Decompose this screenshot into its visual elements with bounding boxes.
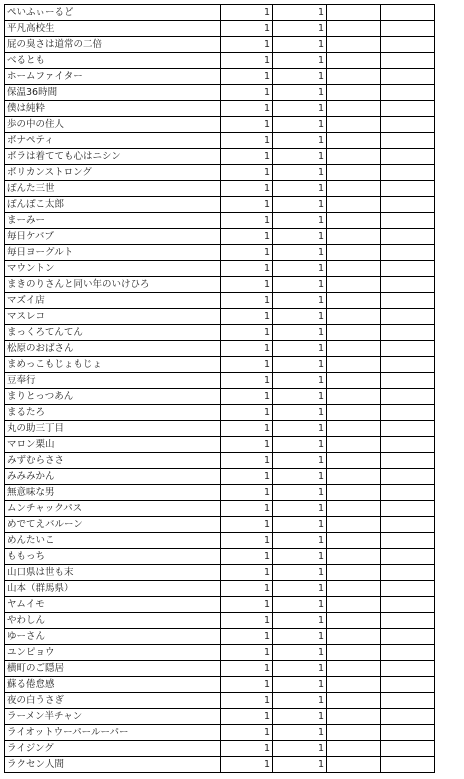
empty-cell-1[interactable]	[327, 197, 381, 213]
count-cell-1[interactable]: 1	[221, 85, 273, 101]
empty-cell-1[interactable]	[327, 53, 381, 69]
count-cell-1[interactable]: 1	[221, 645, 273, 661]
empty-cell-2[interactable]	[381, 165, 435, 181]
count-cell-2[interactable]: 1	[273, 629, 327, 645]
table-row	[5, 453, 435, 469]
empty-cell-1[interactable]	[327, 149, 381, 165]
name-cell[interactable]: ユンピョウ	[5, 645, 221, 661]
empty-cell-2[interactable]	[381, 261, 435, 277]
table-row	[5, 197, 435, 213]
name-cell[interactable]: ボリカンストロング	[5, 165, 221, 181]
count-cell-2[interactable]: 1	[273, 453, 327, 469]
name-cell[interactable]: まるたろ	[5, 405, 221, 421]
count-cell-2[interactable]: 1	[273, 693, 327, 709]
table-row	[5, 117, 435, 133]
count-cell-1[interactable]: 1	[221, 213, 273, 229]
empty-cell-1[interactable]	[327, 549, 381, 565]
name-cell[interactable]: 僕は純粋	[5, 101, 221, 117]
table-row	[5, 5, 435, 21]
empty-cell-1[interactable]	[327, 133, 381, 149]
count-cell-2[interactable]: 1	[273, 741, 327, 757]
empty-cell-2[interactable]	[381, 85, 435, 101]
empty-cell-1[interactable]	[327, 725, 381, 741]
count-cell-1[interactable]: 1	[221, 757, 273, 773]
count-cell-2[interactable]: 1	[273, 565, 327, 581]
empty-cell-1[interactable]	[327, 229, 381, 245]
table-row	[5, 421, 435, 437]
name-cell[interactable]: マロン栗山	[5, 437, 221, 453]
count-cell-2[interactable]: 1	[273, 21, 327, 37]
table-row	[5, 501, 435, 517]
count-cell-2[interactable]: 1	[273, 101, 327, 117]
empty-cell-2[interactable]	[381, 277, 435, 293]
empty-cell-2[interactable]	[381, 709, 435, 725]
empty-cell-1[interactable]	[327, 309, 381, 325]
empty-cell-2[interactable]	[381, 373, 435, 389]
table-row	[5, 165, 435, 181]
count-cell-1[interactable]: 1	[221, 389, 273, 405]
count-cell-1[interactable]: 1	[221, 405, 273, 421]
name-cell[interactable]: まめっこもじょもじょ	[5, 357, 221, 373]
empty-cell-2[interactable]	[381, 5, 435, 21]
name-cell[interactable]: 豆奉行	[5, 373, 221, 389]
count-cell-2[interactable]: 1	[273, 597, 327, 613]
empty-cell-1[interactable]	[327, 181, 381, 197]
table-row	[5, 517, 435, 533]
empty-cell-1[interactable]	[327, 245, 381, 261]
empty-cell-2[interactable]	[381, 501, 435, 517]
empty-cell-2[interactable]	[381, 485, 435, 501]
empty-cell-1[interactable]	[327, 645, 381, 661]
count-cell-1[interactable]: 1	[221, 613, 273, 629]
count-cell-2[interactable]: 1	[273, 533, 327, 549]
empty-cell-2[interactable]	[381, 53, 435, 69]
empty-cell-1[interactable]	[327, 565, 381, 581]
empty-cell-2[interactable]	[381, 677, 435, 693]
table-row	[5, 373, 435, 389]
table-row	[5, 101, 435, 117]
count-cell-2[interactable]: 1	[273, 133, 327, 149]
empty-cell-2[interactable]	[381, 389, 435, 405]
empty-cell-2[interactable]	[381, 437, 435, 453]
count-cell-1[interactable]: 1	[221, 421, 273, 437]
empty-cell-2[interactable]	[381, 101, 435, 117]
spreadsheet-table	[4, 4, 435, 773]
count-cell-1[interactable]: 1	[221, 549, 273, 565]
empty-cell-2[interactable]	[381, 213, 435, 229]
empty-cell-1[interactable]	[327, 165, 381, 181]
name-cell[interactable]: ライオットウーパールーパー	[5, 725, 221, 741]
empty-cell-2[interactable]	[381, 597, 435, 613]
empty-cell-2[interactable]	[381, 181, 435, 197]
empty-cell-1[interactable]	[327, 629, 381, 645]
empty-cell-1[interactable]	[327, 501, 381, 517]
name-cell[interactable]: べるとも	[5, 53, 221, 69]
name-cell[interactable]: ラーメン半チャン	[5, 709, 221, 725]
name-cell[interactable]: マウントン	[5, 261, 221, 277]
count-cell-2[interactable]: 1	[273, 293, 327, 309]
count-cell-1[interactable]: 1	[221, 229, 273, 245]
count-cell-2[interactable]: 1	[273, 677, 327, 693]
name-cell[interactable]: ゆーさん	[5, 629, 221, 645]
table-row	[5, 629, 435, 645]
empty-cell-2[interactable]	[381, 629, 435, 645]
empty-cell-1[interactable]	[327, 453, 381, 469]
count-cell-1[interactable]: 1	[221, 325, 273, 341]
count-cell-2[interactable]: 1	[273, 5, 327, 21]
count-cell-1[interactable]: 1	[221, 709, 273, 725]
count-cell-2[interactable]: 1	[273, 373, 327, 389]
name-cell[interactable]: ボナペティ	[5, 133, 221, 149]
count-cell-2[interactable]: 1	[273, 53, 327, 69]
count-cell-2[interactable]: 1	[273, 661, 327, 677]
count-cell-1[interactable]: 1	[221, 517, 273, 533]
table-row	[5, 709, 435, 725]
name-cell[interactable]: まーみー	[5, 213, 221, 229]
table-row	[5, 533, 435, 549]
empty-cell-1[interactable]	[327, 405, 381, 421]
table-row	[5, 357, 435, 373]
name-cell[interactable]: 丸の助三丁目	[5, 421, 221, 437]
count-cell-2[interactable]: 1	[273, 277, 327, 293]
name-cell[interactable]: 横町のご隠居	[5, 661, 221, 677]
name-cell[interactable]: 平凡高校生	[5, 21, 221, 37]
name-cell[interactable]: みずむらささ	[5, 453, 221, 469]
name-cell[interactable]: ぽんた三世	[5, 181, 221, 197]
empty-cell-2[interactable]	[381, 309, 435, 325]
name-cell[interactable]: ぽんぽこ太郎	[5, 197, 221, 213]
count-cell-1[interactable]: 1	[221, 101, 273, 117]
table-row	[5, 245, 435, 261]
empty-cell-2[interactable]	[381, 757, 435, 773]
name-cell[interactable]: マスレコ	[5, 309, 221, 325]
empty-cell-1[interactable]	[327, 261, 381, 277]
name-cell[interactable]: 蘇る倦怠感	[5, 677, 221, 693]
table-row	[5, 21, 435, 37]
empty-cell-1[interactable]	[327, 373, 381, 389]
table-row	[5, 309, 435, 325]
count-cell-1[interactable]: 1	[221, 21, 273, 37]
count-cell-1[interactable]: 1	[221, 565, 273, 581]
count-cell-1[interactable]: 1	[221, 309, 273, 325]
empty-cell-1[interactable]	[327, 101, 381, 117]
table-row	[5, 757, 435, 773]
empty-cell-2[interactable]	[381, 69, 435, 85]
count-cell-1[interactable]: 1	[221, 661, 273, 677]
count-cell-1[interactable]: 1	[221, 629, 273, 645]
empty-cell-2[interactable]	[381, 517, 435, 533]
empty-cell-1[interactable]	[327, 517, 381, 533]
count-cell-2[interactable]: 1	[273, 613, 327, 629]
empty-cell-1[interactable]	[327, 741, 381, 757]
table-row	[5, 53, 435, 69]
table-row	[5, 133, 435, 149]
count-cell-2[interactable]: 1	[273, 405, 327, 421]
empty-cell-2[interactable]	[381, 405, 435, 421]
empty-cell-1[interactable]	[327, 293, 381, 309]
table-row	[5, 581, 435, 597]
count-cell-1[interactable]: 1	[221, 69, 273, 85]
empty-cell-2[interactable]	[381, 197, 435, 213]
count-cell-1[interactable]: 1	[221, 373, 273, 389]
count-cell-2[interactable]: 1	[273, 437, 327, 453]
count-cell-1[interactable]: 1	[221, 117, 273, 133]
count-cell-1[interactable]: 1	[221, 261, 273, 277]
table-row	[5, 37, 435, 53]
empty-cell-1[interactable]	[327, 533, 381, 549]
table-row	[5, 341, 435, 357]
empty-cell-1[interactable]	[327, 357, 381, 373]
empty-cell-1[interactable]	[327, 485, 381, 501]
count-cell-2[interactable]: 1	[273, 69, 327, 85]
count-cell-2[interactable]: 1	[273, 341, 327, 357]
table-row	[5, 661, 435, 677]
empty-cell-2[interactable]	[381, 581, 435, 597]
count-cell-2[interactable]: 1	[273, 501, 327, 517]
table-row	[5, 405, 435, 421]
count-cell-1[interactable]: 1	[221, 133, 273, 149]
table-row	[5, 549, 435, 565]
count-cell-2[interactable]: 1	[273, 549, 327, 565]
empty-cell-1[interactable]	[327, 421, 381, 437]
empty-cell-1[interactable]	[327, 341, 381, 357]
empty-cell-1[interactable]	[327, 613, 381, 629]
table-row	[5, 597, 435, 613]
table-row	[5, 69, 435, 85]
empty-cell-2[interactable]	[381, 693, 435, 709]
count-cell-2[interactable]: 1	[273, 245, 327, 261]
empty-cell-1[interactable]	[327, 661, 381, 677]
count-cell-2[interactable]: 1	[273, 709, 327, 725]
empty-cell-1[interactable]	[327, 597, 381, 613]
table-row	[5, 213, 435, 229]
empty-cell-2[interactable]	[381, 613, 435, 629]
count-cell-2[interactable]: 1	[273, 37, 327, 53]
count-cell-2[interactable]: 1	[273, 117, 327, 133]
name-cell[interactable]: みみみかん	[5, 469, 221, 485]
empty-cell-2[interactable]	[381, 549, 435, 565]
table-row	[5, 693, 435, 709]
empty-cell-1[interactable]	[327, 5, 381, 21]
empty-cell-2[interactable]	[381, 325, 435, 341]
name-cell[interactable]: ムンチャックパス	[5, 501, 221, 517]
name-cell[interactable]: 山本（群馬県）	[5, 581, 221, 597]
empty-cell-2[interactable]	[381, 117, 435, 133]
count-cell-1[interactable]: 1	[221, 533, 273, 549]
empty-cell-1[interactable]	[327, 469, 381, 485]
count-cell-2[interactable]: 1	[273, 261, 327, 277]
empty-cell-1[interactable]	[327, 117, 381, 133]
count-cell-1[interactable]: 1	[221, 5, 273, 21]
name-cell[interactable]: 山口県は世も末	[5, 565, 221, 581]
count-cell-2[interactable]: 1	[273, 213, 327, 229]
count-cell-1[interactable]: 1	[221, 693, 273, 709]
count-cell-2[interactable]: 1	[273, 357, 327, 373]
count-cell-1[interactable]: 1	[221, 277, 273, 293]
count-cell-2[interactable]: 1	[273, 85, 327, 101]
table-row	[5, 469, 435, 485]
table-row	[5, 437, 435, 453]
empty-cell-2[interactable]	[381, 21, 435, 37]
empty-cell-1[interactable]	[327, 437, 381, 453]
empty-cell-2[interactable]	[381, 421, 435, 437]
name-cell[interactable]: ホームファイター	[5, 69, 221, 85]
empty-cell-2[interactable]	[381, 245, 435, 261]
count-cell-2[interactable]: 1	[273, 389, 327, 405]
count-cell-2[interactable]: 1	[273, 517, 327, 533]
name-cell[interactable]: ももっち	[5, 549, 221, 565]
table-row	[5, 293, 435, 309]
empty-cell-2[interactable]	[381, 293, 435, 309]
empty-cell-2[interactable]	[381, 229, 435, 245]
name-cell[interactable]: 歩の中の住人	[5, 117, 221, 133]
empty-cell-2[interactable]	[381, 661, 435, 677]
name-cell[interactable]: ボラは着てても心はニシン	[5, 149, 221, 165]
empty-cell-2[interactable]	[381, 37, 435, 53]
empty-cell-2[interactable]	[381, 149, 435, 165]
empty-cell-2[interactable]	[381, 453, 435, 469]
table-row	[5, 389, 435, 405]
count-cell-1[interactable]: 1	[221, 453, 273, 469]
table-row	[5, 181, 435, 197]
count-cell-2[interactable]: 1	[273, 581, 327, 597]
empty-cell-1[interactable]	[327, 69, 381, 85]
count-cell-1[interactable]: 1	[221, 741, 273, 757]
count-cell-1[interactable]: 1	[221, 357, 273, 373]
count-cell-1[interactable]: 1	[221, 197, 273, 213]
name-cell[interactable]: めでてえバルーン	[5, 517, 221, 533]
name-cell[interactable]: 保温36時間	[5, 85, 221, 101]
table-row	[5, 85, 435, 101]
name-cell[interactable]: やわしん	[5, 613, 221, 629]
count-cell-1[interactable]: 1	[221, 677, 273, 693]
count-cell-1[interactable]: 1	[221, 181, 273, 197]
table-row	[5, 149, 435, 165]
count-cell-2[interactable]: 1	[273, 149, 327, 165]
empty-cell-1[interactable]	[327, 325, 381, 341]
count-cell-1[interactable]: 1	[221, 597, 273, 613]
name-cell[interactable]: ライジング	[5, 741, 221, 757]
empty-cell-2[interactable]	[381, 357, 435, 373]
name-cell[interactable]: まっくろてんてん	[5, 325, 221, 341]
count-cell-1[interactable]: 1	[221, 245, 273, 261]
empty-cell-1[interactable]	[327, 213, 381, 229]
count-cell-2[interactable]: 1	[273, 757, 327, 773]
count-cell-2[interactable]: 1	[273, 325, 327, 341]
empty-cell-2[interactable]	[381, 469, 435, 485]
table-row	[5, 613, 435, 629]
table-row	[5, 741, 435, 757]
count-cell-1[interactable]: 1	[221, 581, 273, 597]
empty-cell-1[interactable]	[327, 37, 381, 53]
count-cell-2[interactable]: 1	[273, 645, 327, 661]
count-cell-2[interactable]: 1	[273, 469, 327, 485]
count-cell-2[interactable]: 1	[273, 197, 327, 213]
count-cell-1[interactable]: 1	[221, 469, 273, 485]
name-cell[interactable]: 松原のおばさん	[5, 341, 221, 357]
empty-cell-2[interactable]	[381, 341, 435, 357]
name-cell[interactable]: まりとっつあん	[5, 389, 221, 405]
count-cell-2[interactable]: 1	[273, 725, 327, 741]
name-cell[interactable]: ラクセン人間	[5, 757, 221, 773]
table-row	[5, 485, 435, 501]
name-cell[interactable]: めんたいこ	[5, 533, 221, 549]
table-row	[5, 565, 435, 581]
empty-cell-2[interactable]	[381, 725, 435, 741]
name-cell[interactable]: 無意味な男	[5, 485, 221, 501]
table-row	[5, 261, 435, 277]
count-cell-1[interactable]: 1	[221, 293, 273, 309]
count-cell-2[interactable]: 1	[273, 309, 327, 325]
empty-cell-1[interactable]	[327, 581, 381, 597]
name-cell[interactable]: まきのりさんと同い年のいけひろ	[5, 277, 221, 293]
count-cell-1[interactable]: 1	[221, 53, 273, 69]
table-row	[5, 229, 435, 245]
empty-cell-1[interactable]	[327, 389, 381, 405]
empty-cell-1[interactable]	[327, 757, 381, 773]
name-cell[interactable]: ヤムイモ	[5, 597, 221, 613]
name-cell[interactable]: マズイ店	[5, 293, 221, 309]
empty-cell-1[interactable]	[327, 677, 381, 693]
empty-cell-1[interactable]	[327, 21, 381, 37]
name-cell[interactable]: 毎日ヨーグルト	[5, 245, 221, 261]
empty-cell-1[interactable]	[327, 693, 381, 709]
empty-cell-2[interactable]	[381, 741, 435, 757]
count-cell-2[interactable]: 1	[273, 421, 327, 437]
table-row	[5, 725, 435, 741]
count-cell-1[interactable]: 1	[221, 437, 273, 453]
table-row	[5, 645, 435, 661]
count-cell-2[interactable]: 1	[273, 165, 327, 181]
name-cell[interactable]: ぺいふぃーるど	[5, 5, 221, 21]
count-cell-1[interactable]: 1	[221, 165, 273, 181]
empty-cell-2[interactable]	[381, 645, 435, 661]
count-cell-1[interactable]: 1	[221, 725, 273, 741]
table-row	[5, 277, 435, 293]
table-body	[5, 5, 435, 773]
name-cell[interactable]: 毎日ケバブ	[5, 229, 221, 245]
empty-cell-2[interactable]	[381, 565, 435, 581]
empty-cell-2[interactable]	[381, 133, 435, 149]
count-cell-1[interactable]: 1	[221, 37, 273, 53]
empty-cell-2[interactable]	[381, 533, 435, 549]
empty-cell-1[interactable]	[327, 277, 381, 293]
count-cell-1[interactable]: 1	[221, 341, 273, 357]
count-cell-1[interactable]: 1	[221, 149, 273, 165]
name-cell[interactable]: 屁の臭さは道常の二倍	[5, 37, 221, 53]
empty-cell-1[interactable]	[327, 709, 381, 725]
name-cell[interactable]: 夜の白うさぎ	[5, 693, 221, 709]
count-cell-2[interactable]: 1	[273, 181, 327, 197]
empty-cell-1[interactable]	[327, 85, 381, 101]
count-cell-1[interactable]: 1	[221, 485, 273, 501]
count-cell-2[interactable]: 1	[273, 229, 327, 245]
table-row	[5, 677, 435, 693]
count-cell-1[interactable]: 1	[221, 501, 273, 517]
table-row	[5, 325, 435, 341]
count-cell-2[interactable]: 1	[273, 485, 327, 501]
